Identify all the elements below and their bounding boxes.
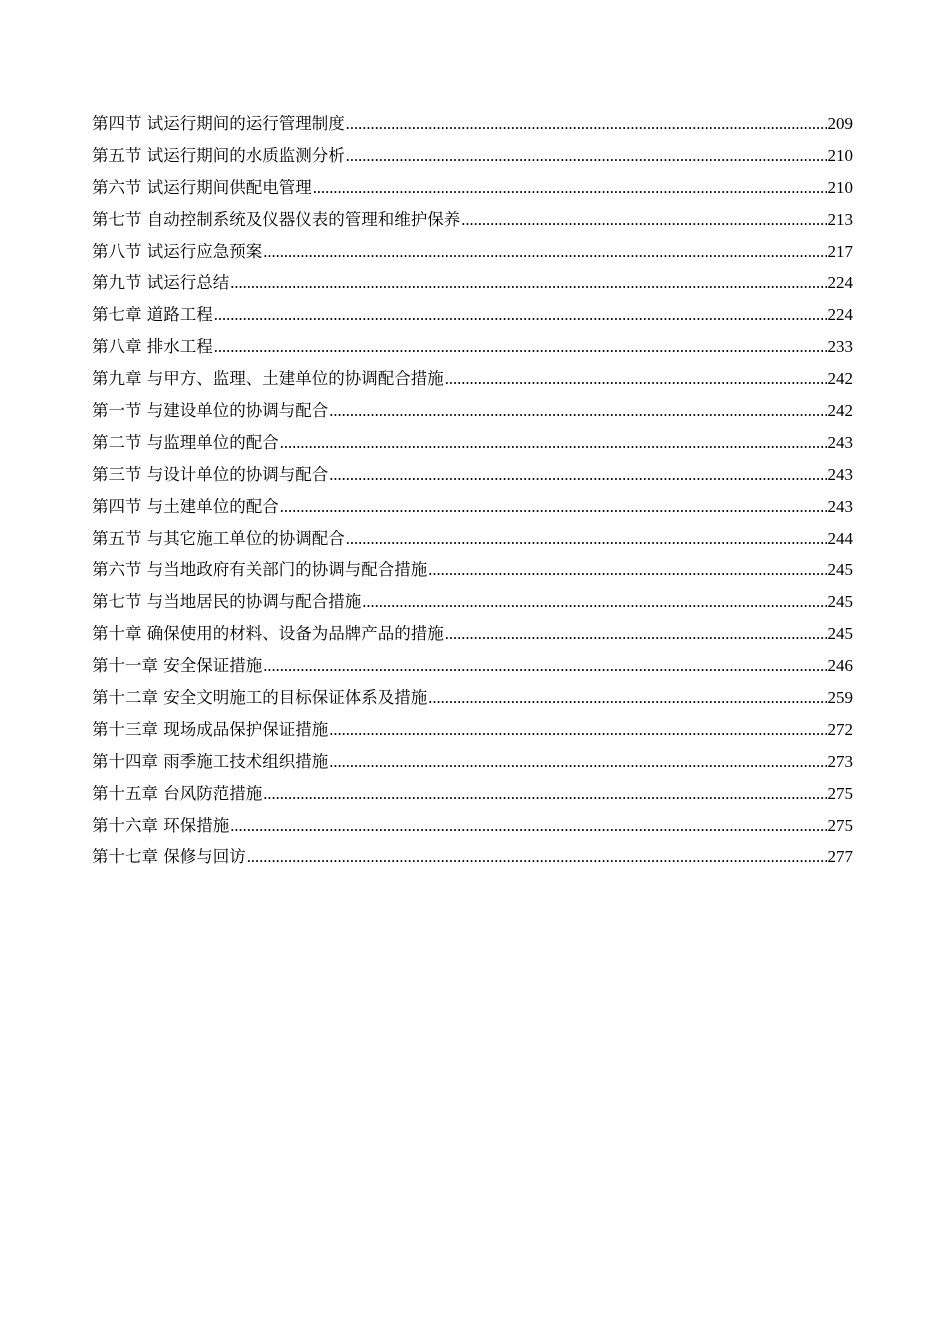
toc-entry-page: 210: [827, 145, 853, 165]
toc-entry-page: 245: [827, 592, 853, 612]
toc-entry-page: 259: [827, 688, 853, 708]
toc-entry: [92, 496, 853, 528]
toc-entry: [92, 846, 853, 878]
toc-dot-leader: [263, 241, 826, 263]
toc-entry-title: 第六节 与当地政府有关部门的协调与配合措施: [92, 560, 428, 580]
toc-entry-title: 第三节 与设计单位的协调与配合: [92, 464, 329, 484]
toc-entry: [92, 559, 853, 591]
toc-entry: [92, 304, 853, 336]
toc-entry-title: 第十章 确保使用的材料、设备为品牌产品的措施: [92, 624, 444, 644]
toc-entry-page: 243: [827, 496, 853, 516]
toc-entry-title: 第二节 与监理单位的配合: [92, 432, 279, 452]
toc-dot-leader: [263, 783, 826, 805]
toc-dot-leader: [280, 496, 827, 518]
toc-entry-title: 第七节 自动控制系统及仪器仪表的管理和维护保养: [92, 209, 461, 229]
toc-dot-leader: [346, 528, 827, 550]
toc-entry-page: 272: [827, 719, 853, 739]
toc-entry-page: 233: [827, 337, 853, 357]
toc-entry: [92, 432, 853, 464]
toc-entry: [92, 783, 853, 815]
toc-entry-page: 277: [827, 847, 853, 867]
toc-entry-page: 245: [827, 560, 853, 580]
toc-entry: [92, 591, 853, 623]
toc-entry: [92, 464, 853, 496]
toc-entry: [92, 719, 853, 751]
toc-entry-page: 246: [827, 656, 853, 676]
toc-entry-page: 275: [827, 783, 853, 803]
toc-entry-page: 242: [827, 369, 853, 389]
toc-entry: [92, 336, 853, 368]
toc-entry-page: 213: [827, 209, 853, 229]
toc-dot-leader: [346, 113, 827, 135]
toc-entry: [92, 368, 853, 400]
toc-entry-title: 第十一章 安全保证措施: [92, 656, 263, 676]
toc-dot-leader: [230, 815, 826, 837]
toc-dot-leader: [362, 591, 826, 613]
toc-entry-page: 245: [827, 624, 853, 644]
toc-entry-title: 第十七章 保修与回访: [92, 847, 246, 867]
toc-entry-title: 第八章 排水工程: [92, 337, 213, 357]
toc-entry-title: 第五节 与其它施工单位的协调配合: [92, 528, 345, 548]
toc-dot-leader: [329, 751, 826, 773]
toc-entry-title: 第六节 试运行期间供配电管理: [92, 177, 312, 197]
toc-entry: [92, 177, 853, 209]
toc-entry-title: 第四节 与土建单位的配合: [92, 496, 279, 516]
toc-entry: [92, 687, 853, 719]
toc-dot-leader: [428, 559, 826, 581]
toc-entry-page: 217: [827, 241, 853, 261]
toc-entry-page: 224: [827, 273, 853, 293]
toc-dot-leader: [280, 432, 827, 454]
toc-entry: [92, 751, 853, 783]
toc-dot-leader: [214, 336, 827, 358]
toc-dot-leader: [329, 400, 826, 422]
toc-dot-leader: [247, 846, 827, 868]
toc-entry-title: 第七章 道路工程: [92, 305, 213, 325]
toc-entry: [92, 113, 853, 145]
table-of-contents: [92, 113, 853, 878]
toc-entry-title: 第五节 试运行期间的水质监测分析: [92, 145, 345, 165]
toc-dot-leader: [313, 177, 827, 199]
toc-entry-title: 第七节 与当地居民的协调与配合措施: [92, 592, 362, 612]
toc-dot-leader: [214, 304, 827, 326]
toc-entry-page: 210: [827, 177, 853, 197]
toc-entry-page: 224: [827, 305, 853, 325]
toc-entry: [92, 209, 853, 241]
toc-entry: [92, 241, 853, 273]
toc-entry-title: 第十五章 台风防范措施: [92, 783, 263, 803]
toc-entry-title: 第十二章 安全文明施工的目标保证体系及措施: [92, 688, 428, 708]
toc-dot-leader: [263, 655, 826, 677]
toc-dot-leader: [329, 719, 826, 741]
toc-entry: [92, 655, 853, 687]
toc-entry-page: 273: [827, 751, 853, 771]
toc-entry-page: 275: [827, 815, 853, 835]
toc-dot-leader: [230, 272, 826, 294]
toc-entry-title: 第九章 与甲方、监理、土建单位的协调配合措施: [92, 369, 444, 389]
toc-dot-leader: [445, 368, 827, 390]
toc-entry-page: 242: [827, 401, 853, 421]
toc-dot-leader: [428, 687, 826, 709]
toc-entry-title: 第一节 与建设单位的协调与配合: [92, 401, 329, 421]
toc-entry: [92, 623, 853, 655]
toc-entry-page: 243: [827, 464, 853, 484]
toc-entry-page: 209: [827, 114, 853, 133]
toc-entry-title: 第九节 试运行总结: [92, 273, 230, 293]
toc-entry-page: 244: [827, 528, 853, 548]
toc-entry-title: 第八节 试运行应急预案: [92, 241, 263, 261]
toc-entry-title: 第十三章 现场成品保护保证措施: [92, 719, 329, 739]
toc-entry-page: 243: [827, 432, 853, 452]
toc-entry-title: 第十六章 环保措施: [92, 815, 230, 835]
toc-dot-leader: [329, 464, 826, 486]
toc-dot-leader: [461, 209, 826, 231]
toc-entry: [92, 145, 853, 177]
toc-dot-leader: [346, 145, 827, 167]
toc-entry: [92, 815, 853, 847]
toc-entry: [92, 272, 853, 304]
toc-entry-title: 第十四章 雨季施工技术组织措施: [92, 751, 329, 771]
toc-dot-leader: [445, 623, 827, 645]
toc-entry-title: 第四节 试运行期间的运行管理制度: [92, 114, 345, 133]
toc-entry: [92, 528, 853, 560]
toc-entry: [92, 400, 853, 432]
